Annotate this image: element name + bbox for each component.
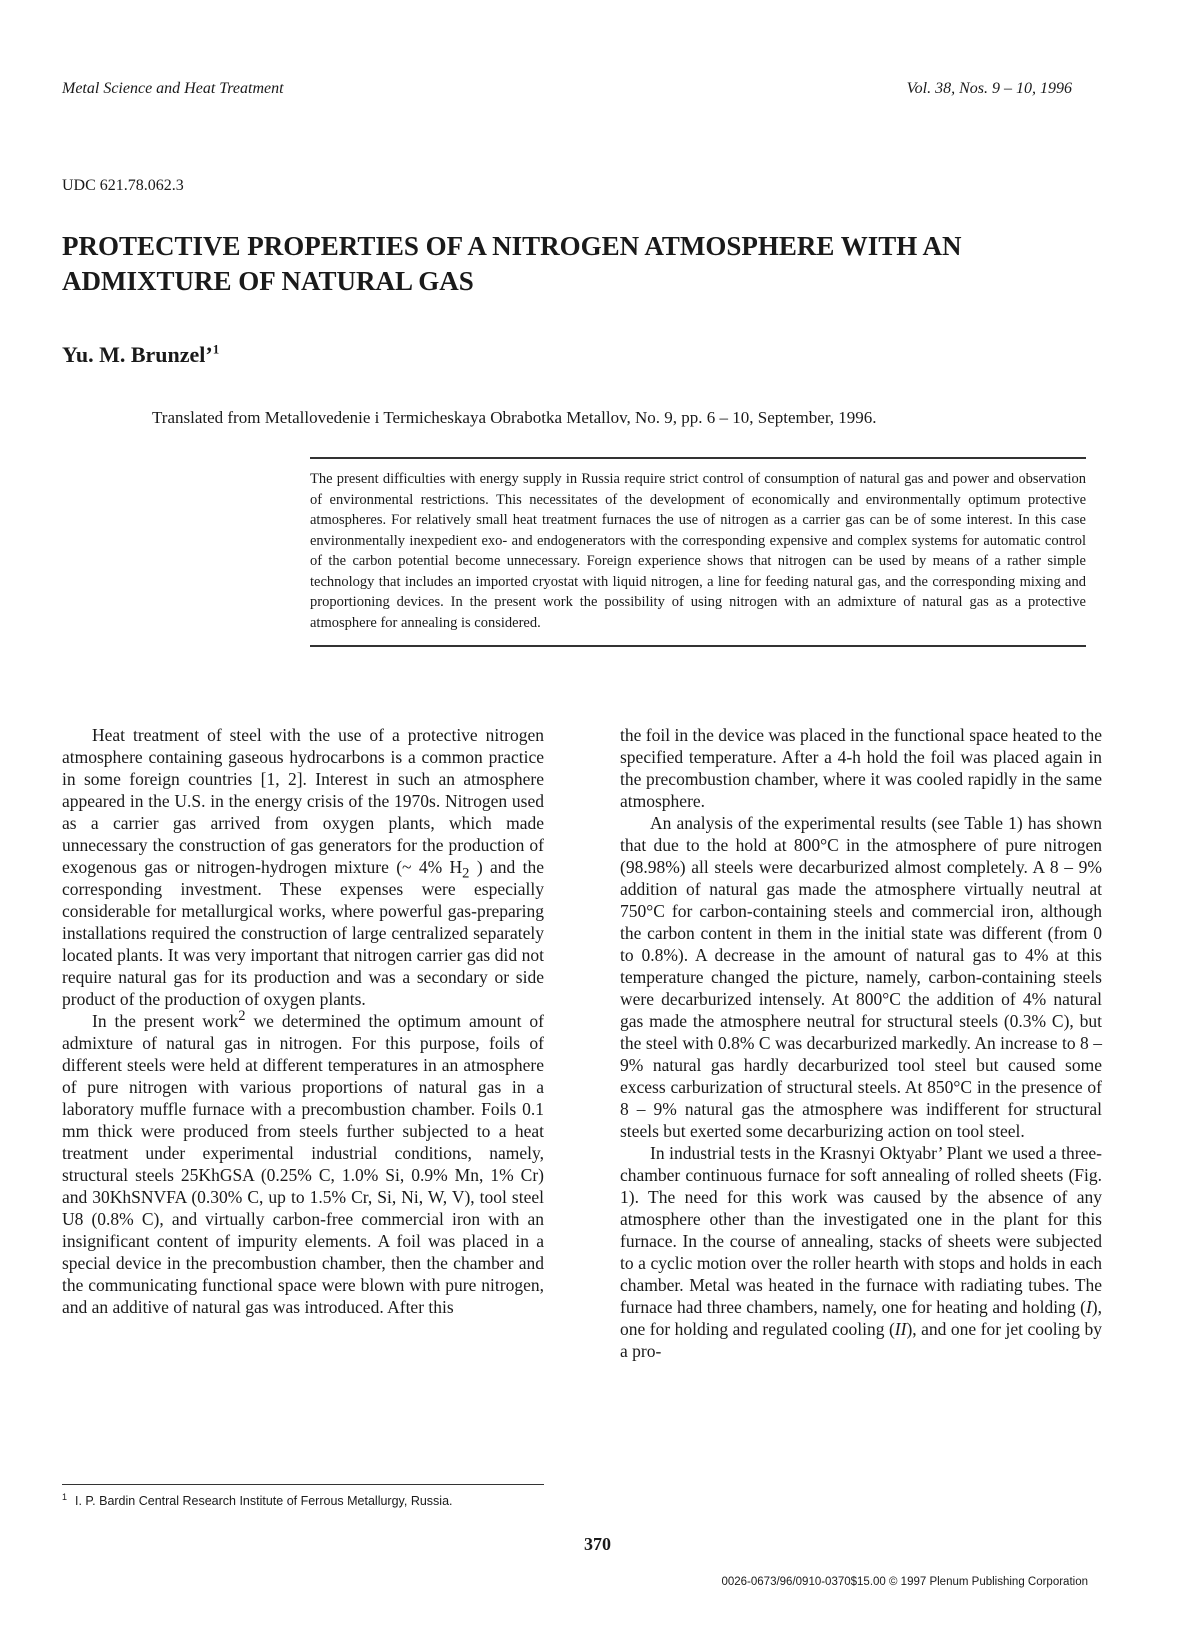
body-column-left [62, 724, 544, 1318]
abstract: The present difficulties with energy supply in Russia require strict control of consumption of natural gas and power and observation of environmental restrictions. This necessitates of the development of economically and environmentally optimum protective atmospheres. For relatively small heat treatment furnaces the use of nitrogen as a carrier gas can be of some interest. In this case environmentally inexpedient exo- and endogenerators with the corresponding expensive and complex systems for automatic control of the carbon potential become unnecessary. Foreign experience shows that nitrogen can be used by means of a rather simple technology that includes an imported cryostat with liquid nitrogen, a line for feeding natural gas, and the corresponding mixing and proportioning devices. In the present work the possibility of using nitrogen with an admixture of natural gas as a protective atmosphere for annealing is considered. [310, 457, 1086, 647]
paragraph: the foil in the device was placed in the functional space heated to the specified temperature. After a 4-h hold the foil was placed again in the precombustion chamber, where it was cooled rapidly in the same atmosphere. [620, 725, 1102, 811]
page-number: 370 [584, 1534, 611, 1554]
footnote-mark: 1 [62, 1491, 68, 1502]
paragraph: In industrial tests in the Krasnyi Oktyabr’ Plant we used a three-chamber continuous furnace for soft annealing of rolled sheets (Fig. 1). The need for this work was caused by the absence of any atmosphere other than the investigated one in the plant for this furnace. In the course of annealing, stacks of sheets were subjected to a cyclic motion over the roller hearth with stops and holds in each chamber. Metal was heated in the furnace with radiating tubes. The furnace had three chambers, namely, one for heating and holding (I), one for holding and regulated cooling (II), and one for jet cooling by a pro- [620, 1143, 1102, 1361]
author [62, 342, 219, 368]
paragraph: In the present work$^2$ we determined the optimum amount of admixture of natural gas in nitrogen. For this purpose, foils of different steels were held at different temperatures in an atmosphere of pure nitrogen with various proportions of natural gas in a laboratory muffle furnace with a precombustion chamber. Foils 0.1 mm thick were produced from steels further subjected to a heat treatment under experimental industrial conditions, namely, structural steels 25KhGSA (0.25% C, 1.0% Si, 0.9% Mn, 1% Cr) and 30KhSNVFA (0.30% C, up to 1.5% Cr, Si, Ni, W, V), tool steel U8 (0.8% C), and virtually carbon-free commercial iron with an insignificant content of impurity elements. A foil was placed in a special device in the precombustion chamber, then the chamber and the communicating functional space were blown with pure nitrogen, and an additive of natural gas was introduced. After this [62, 1008, 544, 1317]
volume-info: Vol. 38, Nos. 9 – 10, 1996 [906, 80, 1072, 97]
footnote-divider [62, 1484, 544, 1485]
footnote-text: I. P. Bardin Central Research Institute of Ferrous Metallurgy, Russia. [75, 1494, 453, 1508]
journal-title: Metal Science and Heat Treatment [62, 80, 284, 97]
copyright-line: 0026-0673/96/0910-0370$15.00 © 1997 Plenum Publishing Corporation [721, 1576, 1088, 1588]
paragraph: An analysis of the experimental results (see Table 1) has shown that due to the hold at 800°C in the atmosphere of pure nitrogen (98.98%) all steels were decarburized almost completely. A 8 – 9% addition of natural gas made the atmosphere virtually neutral at 750°C for carbon-containing steels and commercial iron, although the carbon content in them in the initial state was different (from 0 to 0.8%). A decrease in the amount of natural gas to 4% at this temperature changed the picture, namely, carbon-containing steels were decarburized intensely. At 800°C the addition of 4% natural gas made the atmosphere neutral for structural steels (0.3% C), but the steel with 0.8% C was decarburized markedly. An increase to 8 – 9% natural gas hardly decarburized tool steel but caused some excess carburization of structural steels. At 850°C in the presence of 8 – 9% natural gas the atmosphere was indifferent for structural steels but exerted some decarburizing action on tool steel. [620, 813, 1102, 1141]
article-title: PROTECTIVE PROPERTIES OF A NITROGEN ATMOSPHERE WITH AN ADMIXTURE OF NATURAL GAS [62, 231, 962, 296]
author-name: Yu. M. Brunzel’ [62, 342, 213, 367]
udc-code: UDC 621.78.062.3 [62, 177, 184, 194]
author-footnote-mark: 1 [212, 341, 220, 357]
body-column-right [620, 724, 1102, 1362]
paragraph: Heat treatment of steel with the use of a protective nitrogen atmosphere containing gaseous hydrocarbons is a common practice in some foreign countries [1, 2]. Interest in such an atmosphere appeared in the U.S. in the energy crisis of the 1970s. Nitrogen used as a carrier gas arrived from oxygen plants, which made unnecessary the construction of gas generators for the production of exogenous gas or nitrogen-hydrogen mixture (~ 4% $H_2$ ) and the corresponding investment. These expenses were especially considerable for metallurgical works, where powerful gas-preparing installations required the construction of large centralized separately located plants. It was very important that nitrogen carrier gas did not require natural gas for its production and was a secondary or side product of the production of oxygen plants. [62, 725, 544, 1009]
footnote [62, 1491, 562, 1508]
translated-from: Translated from Metallovedenie i Termicheskaya Obrabotka Metallov, No. 9, pp. 6 – 10, September, 1996. [152, 408, 877, 427]
